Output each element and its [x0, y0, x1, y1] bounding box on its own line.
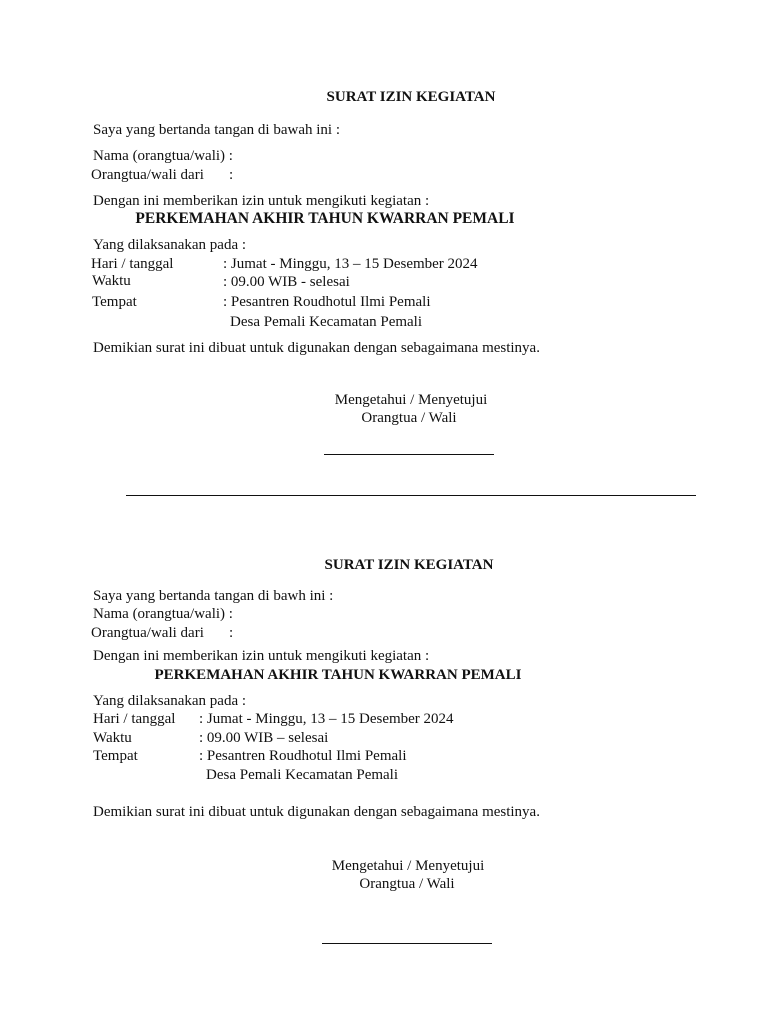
held-on-text: Yang dilaksanakan pada : — [93, 237, 247, 253]
tempat-label: Tempat — [93, 748, 138, 764]
nama-label: Nama (orangtua/wali) : — [93, 148, 233, 164]
orangtua-colon: : — [229, 167, 234, 183]
letter-title: SURAT IZIN KEGIATAN — [324, 557, 494, 573]
tempat-value-2: Desa Pemali Kecamatan Pemali — [206, 767, 399, 783]
intro-text: Saya yang bertanda tangan di bawh ini : — [93, 588, 334, 604]
sign-line-1: Mengetahui / Menyetujui — [334, 392, 488, 408]
waktu-label: Waktu — [92, 273, 131, 289]
hari-value: : Jumat - Minggu, 13 – 15 Desember 2024 — [223, 256, 478, 272]
waktu-label: Waktu — [93, 730, 132, 746]
cut-line-divider — [126, 495, 696, 496]
waktu-value: : 09.00 WIB – selesai — [199, 730, 329, 746]
tempat-label: Tempat — [92, 294, 137, 310]
sign-line-2: Orangtua / Wali — [359, 876, 455, 892]
held-on-text: Yang dilaksanakan pada : — [93, 693, 247, 709]
sign-line-2: Orangtua / Wali — [361, 410, 457, 426]
hari-label: Hari / tanggal — [93, 711, 176, 727]
orangtua-label: Orangtua/wali dari — [91, 625, 204, 641]
tempat-value: : Pesantren Roudhotul Ilmi Pemali — [223, 294, 431, 310]
letter-title: SURAT IZIN KEGIATAN — [326, 89, 496, 105]
hari-label: Hari / tanggal — [91, 256, 174, 272]
sign-line-1: Mengetahui / Menyetujui — [331, 858, 485, 874]
tempat-value-2: Desa Pemali Kecamatan Pemali — [230, 314, 423, 330]
event-name: PERKEMAHAN AKHIR TAHUN KWARRAN PEMALI — [154, 667, 522, 683]
permission-text: Dengan ini memberikan izin untuk mengikuti kegiatan : — [93, 193, 430, 209]
closing-text: Demikian surat ini dibuat untuk digunakan dengan sebagaimana mestinya. — [93, 340, 540, 356]
nama-label: Nama (orangtua/wali) : — [93, 606, 233, 622]
event-name: PERKEMAHAN AKHIR TAHUN KWARRAN PEMALI — [135, 210, 515, 227]
hari-value: : Jumat - Minggu, 13 – 15 Desember 2024 — [199, 711, 454, 727]
tempat-value: : Pesantren Roudhotul Ilmi Pemali — [199, 748, 407, 764]
closing-text: Demikian surat ini dibuat untuk digunakan dengan sebagaimana mestinya. — [93, 804, 540, 820]
intro-text: Saya yang bertanda tangan di bawah ini : — [93, 122, 341, 138]
signature-line — [322, 943, 492, 944]
orangtua-colon: : — [229, 625, 234, 641]
waktu-value: : 09.00 WIB - selesai — [223, 274, 350, 290]
orangtua-label: Orangtua/wali dari — [91, 167, 204, 183]
signature-line — [324, 454, 494, 455]
permission-text: Dengan ini memberikan izin untuk mengikuti kegiatan : — [93, 648, 430, 664]
